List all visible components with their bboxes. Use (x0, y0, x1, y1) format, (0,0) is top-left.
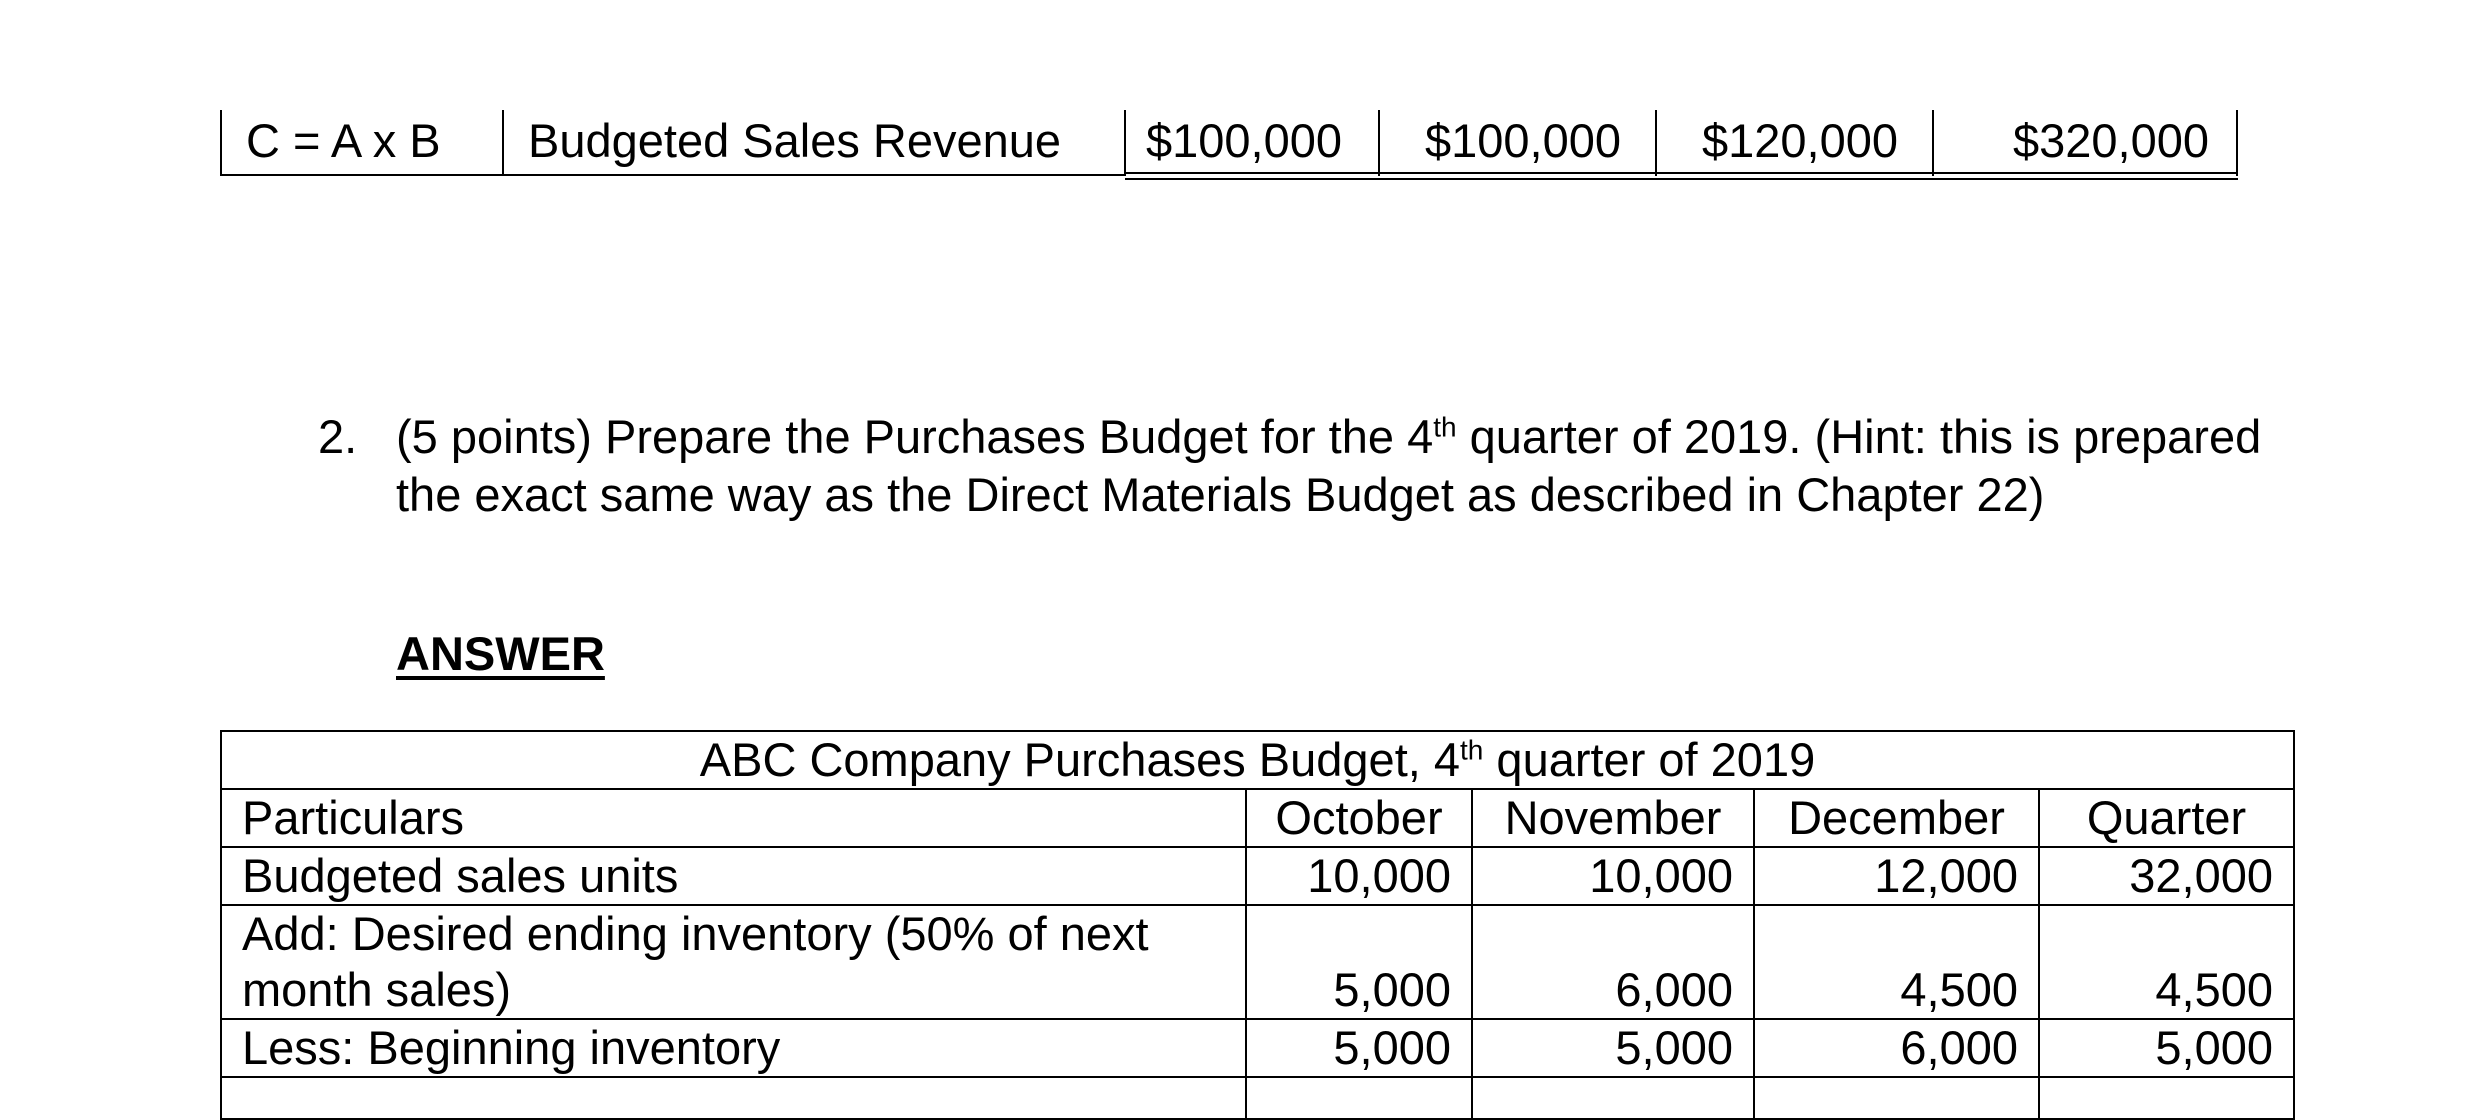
question-text: (5 points) Prepare the Purchases Budget for the 4th quarter of 2019. (Hint: this is prepared the exact same way as the Direct Materials Budget as described in Chapter 22) (396, 410, 2262, 521)
revenue-october: $100,000 (1146, 114, 1343, 167)
cell-value: 5,000 (1246, 1019, 1472, 1077)
revenue-december: $120,000 (1702, 114, 1899, 167)
table-title-row (221, 731, 2294, 789)
cell-value: 6,000 (1472, 905, 1754, 1019)
revenue-formula: C = A x B (246, 114, 441, 167)
answer-heading: ANSWER (396, 627, 605, 680)
cell-value: 5,000 (1472, 1019, 1754, 1077)
row-label: Less: Beginning inventory (221, 1019, 1246, 1077)
cell-divider (1378, 110, 1380, 176)
revenue-row (220, 110, 2240, 180)
table-row (221, 847, 2294, 905)
cell-value: 4,500 (1754, 905, 2039, 1019)
cell-divider (1655, 110, 1657, 176)
cell-value: 32,000 (2039, 847, 2294, 905)
row-bottom-border (220, 174, 1125, 176)
row-border-right (2236, 110, 2238, 176)
revenue-november: $100,000 (1425, 114, 1622, 167)
cell-value: 4,500 (2039, 905, 2294, 1019)
cell-divider (1932, 110, 1934, 176)
double-underline-bottom (1125, 178, 2238, 180)
header-quarter: Quarter (2039, 789, 2294, 847)
question-number: 2. (318, 410, 358, 463)
cell-value: 10,000 (1472, 847, 1754, 905)
revenue-quarter: $320,000 (2013, 114, 2210, 167)
row-label: Add: Desired ending inventory (50% of next month sales) (221, 905, 1246, 1019)
header-december: December (1754, 789, 2039, 847)
cell-divider (1124, 110, 1126, 176)
cell-value: 12,000 (1754, 847, 2039, 905)
header-november: November (1472, 789, 1754, 847)
cell-value: 5,000 (1246, 905, 1472, 1019)
row-border-left (220, 110, 222, 176)
double-underline-top (1125, 172, 2238, 174)
cell-divider (502, 110, 504, 176)
header-october: October (1246, 789, 1472, 847)
table-row (221, 905, 2294, 1019)
table-header-row (221, 789, 2294, 847)
revenue-label: Budgeted Sales Revenue (528, 114, 1062, 167)
purchases-budget-table (220, 730, 2295, 1120)
cell-value: 5,000 (2039, 1019, 2294, 1077)
table-row (221, 1019, 2294, 1077)
table-title: ABC Company Purchases Budget, 4th quarter of 2019 (221, 731, 2294, 789)
cell-value: 6,000 (1754, 1019, 2039, 1077)
table-row-partial (221, 1077, 2294, 1119)
header-particulars: Particulars (221, 789, 1246, 847)
cell-value: 10,000 (1246, 847, 1472, 905)
row-label: Budgeted sales units (221, 847, 1246, 905)
